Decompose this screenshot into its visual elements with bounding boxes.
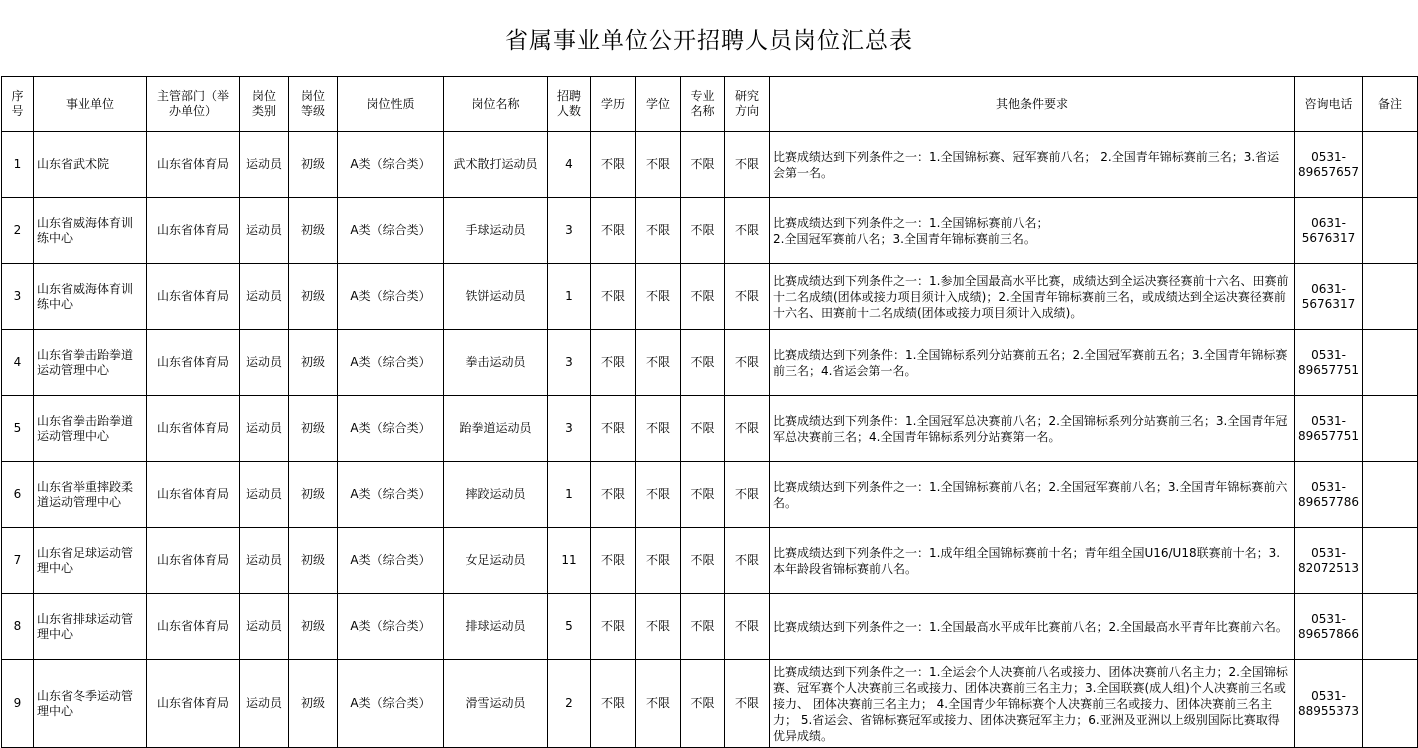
cell-post-name: 手球运动员 bbox=[444, 198, 548, 264]
cell-unit-name: 山东省威海体育训练中心 bbox=[34, 264, 147, 330]
cell-requirements: 比赛成绩达到下列条件之一：1.全国锦标赛前八名； 2.全国冠军赛前八名；3.全国青年锦标赛前三名。 bbox=[770, 198, 1295, 264]
cell-education: 不限 bbox=[591, 594, 636, 660]
cell-post-nature: A类（综合类） bbox=[338, 198, 444, 264]
cell-degree: 不限 bbox=[636, 660, 681, 748]
header-major: 专业名称 bbox=[681, 77, 725, 132]
cell-recruit-count: 3 bbox=[548, 330, 591, 396]
cell-note bbox=[1363, 264, 1418, 330]
cell-degree: 不限 bbox=[636, 132, 681, 198]
cell-research-direction: 不限 bbox=[725, 594, 770, 660]
table-row bbox=[2, 132, 1418, 198]
cell-department: 山东省体育局 bbox=[147, 198, 240, 264]
cell-post-nature: A类（综合类） bbox=[338, 594, 444, 660]
cell-research-direction: 不限 bbox=[725, 330, 770, 396]
cell-post-level: 初级 bbox=[289, 132, 338, 198]
table-row bbox=[2, 198, 1418, 264]
cell-contact-phone: 0631- 5676317 bbox=[1295, 198, 1363, 264]
cell-row-number: 1 bbox=[2, 132, 34, 198]
cell-recruit-count: 3 bbox=[548, 396, 591, 462]
cell-row-number: 6 bbox=[2, 462, 34, 528]
cell-degree: 不限 bbox=[636, 462, 681, 528]
cell-research-direction: 不限 bbox=[725, 462, 770, 528]
cell-row-number: 9 bbox=[2, 660, 34, 748]
cell-post-category: 运动员 bbox=[240, 528, 289, 594]
cell-degree: 不限 bbox=[636, 198, 681, 264]
cell-contact-phone: 0531- 89657786 bbox=[1295, 462, 1363, 528]
cell-major-name: 不限 bbox=[681, 594, 725, 660]
cell-post-level: 初级 bbox=[289, 330, 338, 396]
cell-education: 不限 bbox=[591, 198, 636, 264]
cell-degree: 不限 bbox=[636, 396, 681, 462]
cell-major-name: 不限 bbox=[681, 528, 725, 594]
cell-contact-phone: 0631- 5676317 bbox=[1295, 264, 1363, 330]
cell-unit-name: 山东省拳击跆拳道运动管理中心 bbox=[34, 330, 147, 396]
cell-recruit-count: 3 bbox=[548, 198, 591, 264]
cell-post-nature: A类（综合类） bbox=[338, 132, 444, 198]
cell-research-direction: 不限 bbox=[725, 528, 770, 594]
cell-major-name: 不限 bbox=[681, 462, 725, 528]
cell-contact-phone: 0531- 89657751 bbox=[1295, 396, 1363, 462]
header-category: 岗位类别 bbox=[240, 77, 289, 132]
cell-education: 不限 bbox=[591, 660, 636, 748]
cell-department: 山东省体育局 bbox=[147, 264, 240, 330]
cell-post-level: 初级 bbox=[289, 396, 338, 462]
cell-unit-name: 山东省拳击跆拳道运动管理中心 bbox=[34, 396, 147, 462]
cell-department: 山东省体育局 bbox=[147, 330, 240, 396]
cell-row-number: 7 bbox=[2, 528, 34, 594]
positions-table bbox=[1, 76, 1418, 748]
cell-major-name: 不限 bbox=[681, 198, 725, 264]
cell-recruit-count: 1 bbox=[548, 462, 591, 528]
cell-research-direction: 不限 bbox=[725, 132, 770, 198]
cell-note bbox=[1363, 396, 1418, 462]
header-note: 备注 bbox=[1363, 77, 1418, 132]
cell-unit-name: 山东省足球运动管理中心 bbox=[34, 528, 147, 594]
cell-major-name: 不限 bbox=[681, 330, 725, 396]
cell-degree: 不限 bbox=[636, 330, 681, 396]
cell-department: 山东省体育局 bbox=[147, 132, 240, 198]
table-row bbox=[2, 528, 1418, 594]
cell-post-name: 排球运动员 bbox=[444, 594, 548, 660]
cell-post-name: 摔跤运动员 bbox=[444, 462, 548, 528]
cell-requirements: 比赛成绩达到下列条件：1.全国冠军总决赛前八名；2.全国锦标系列分站赛前三名；3.全国青年冠军总决赛前三名；4.全国青年锦标系列分站赛第一名。 bbox=[770, 396, 1295, 462]
cell-research-direction: 不限 bbox=[725, 660, 770, 748]
table-header-row bbox=[2, 77, 1418, 132]
cell-post-name: 武术散打运动员 bbox=[444, 132, 548, 198]
cell-requirements: 比赛成绩达到下列条件之一：1.全国锦标赛、冠军赛前八名； 2.全国青年锦标赛前三名；3.省运会第一名。 bbox=[770, 132, 1295, 198]
cell-post-level: 初级 bbox=[289, 528, 338, 594]
header-requirements: 其他条件要求 bbox=[770, 77, 1295, 132]
cell-post-level: 初级 bbox=[289, 660, 338, 748]
cell-education: 不限 bbox=[591, 528, 636, 594]
cell-post-name: 滑雪运动员 bbox=[444, 660, 548, 748]
cell-contact-phone: 0531- 89657866 bbox=[1295, 594, 1363, 660]
cell-contact-phone: 0531- 89657657 bbox=[1295, 132, 1363, 198]
cell-note bbox=[1363, 132, 1418, 198]
cell-post-category: 运动员 bbox=[240, 198, 289, 264]
table-row bbox=[2, 660, 1418, 748]
cell-unit-name: 山东省排球运动管理中心 bbox=[34, 594, 147, 660]
cell-recruit-count: 4 bbox=[548, 132, 591, 198]
header-level: 岗位等级 bbox=[289, 77, 338, 132]
cell-requirements: 比赛成绩达到下列条件之一：1.全运会个人决赛前八名或接力、团体决赛前八名主力；2.全国锦标赛、冠军赛个人决赛前三名或接力、团体决赛前三名主力；3.全国联赛(成人组)个人决赛前三名或接力、 团体决赛前三名主力； 4.全国青少年锦标赛个人决赛前三名或接力、团体决赛前三名主力； 5.省运会、省锦标赛冠军或接力、团体决赛冠军主力；6.亚洲及亚洲以上级别国际比赛取得优异成绩。 bbox=[770, 660, 1295, 748]
cell-department: 山东省体育局 bbox=[147, 462, 240, 528]
cell-contact-phone: 0531- 89657751 bbox=[1295, 330, 1363, 396]
cell-research-direction: 不限 bbox=[725, 396, 770, 462]
cell-row-number: 3 bbox=[2, 264, 34, 330]
cell-education: 不限 bbox=[591, 330, 636, 396]
cell-major-name: 不限 bbox=[681, 264, 725, 330]
cell-major-name: 不限 bbox=[681, 396, 725, 462]
cell-post-name: 铁饼运动员 bbox=[444, 264, 548, 330]
cell-row-number: 5 bbox=[2, 396, 34, 462]
cell-degree: 不限 bbox=[636, 528, 681, 594]
header-count: 招聘人数 bbox=[548, 77, 591, 132]
cell-department: 山东省体育局 bbox=[147, 594, 240, 660]
header-unit: 事业单位 bbox=[34, 77, 147, 132]
cell-post-level: 初级 bbox=[289, 594, 338, 660]
cell-post-category: 运动员 bbox=[240, 132, 289, 198]
cell-post-name: 拳击运动员 bbox=[444, 330, 548, 396]
cell-post-nature: A类（综合类） bbox=[338, 396, 444, 462]
cell-major-name: 不限 bbox=[681, 132, 725, 198]
cell-department: 山东省体育局 bbox=[147, 396, 240, 462]
table-row bbox=[2, 396, 1418, 462]
cell-post-level: 初级 bbox=[289, 264, 338, 330]
cell-contact-phone: 0531- 82072513 bbox=[1295, 528, 1363, 594]
cell-department: 山东省体育局 bbox=[147, 528, 240, 594]
cell-row-number: 2 bbox=[2, 198, 34, 264]
cell-post-category: 运动员 bbox=[240, 660, 289, 748]
cell-unit-name: 山东省冬季运动管理中心 bbox=[34, 660, 147, 748]
cell-post-category: 运动员 bbox=[240, 330, 289, 396]
cell-post-category: 运动员 bbox=[240, 462, 289, 528]
cell-post-nature: A类（综合类） bbox=[338, 660, 444, 748]
cell-post-level: 初级 bbox=[289, 462, 338, 528]
header-research: 研究方向 bbox=[725, 77, 770, 132]
page-title: 省属事业单位公开招聘人员岗位汇总表 bbox=[505, 28, 913, 54]
cell-research-direction: 不限 bbox=[725, 198, 770, 264]
header-phone: 咨询电话 bbox=[1295, 77, 1363, 132]
cell-note bbox=[1363, 660, 1418, 748]
table-row bbox=[2, 330, 1418, 396]
cell-post-category: 运动员 bbox=[240, 396, 289, 462]
cell-note bbox=[1363, 594, 1418, 660]
table-row bbox=[2, 594, 1418, 660]
cell-unit-name: 山东省威海体育训练中心 bbox=[34, 198, 147, 264]
cell-post-level: 初级 bbox=[289, 198, 338, 264]
cell-recruit-count: 11 bbox=[548, 528, 591, 594]
cell-post-category: 运动员 bbox=[240, 594, 289, 660]
cell-post-nature: A类（综合类） bbox=[338, 528, 444, 594]
header-degree: 学位 bbox=[636, 77, 681, 132]
cell-department: 山东省体育局 bbox=[147, 660, 240, 748]
cell-requirements: 比赛成绩达到下列条件之一：1.全国最高水平成年比赛前八名；2.全国最高水平青年比赛前六名。 bbox=[770, 594, 1295, 660]
header-education: 学历 bbox=[591, 77, 636, 132]
cell-major-name: 不限 bbox=[681, 660, 725, 748]
cell-post-nature: A类（综合类） bbox=[338, 330, 444, 396]
cell-research-direction: 不限 bbox=[725, 264, 770, 330]
cell-requirements: 比赛成绩达到下列条件之一：1.参加全国最高水平比赛，成绩达到全运决赛径赛前十六名、田赛前十二名成绩(团体或接力项目须计入成绩)；2.全国青年锦标赛前三名，或成绩达到全运决赛径赛前十六名、田赛前十二名成绩(团体或接力项目须计入成绩)。 bbox=[770, 264, 1295, 330]
cell-post-name: 跆拳道运动员 bbox=[444, 396, 548, 462]
cell-recruit-count: 5 bbox=[548, 594, 591, 660]
cell-recruit-count: 2 bbox=[548, 660, 591, 748]
cell-unit-name: 山东省举重摔跤柔道运动管理中心 bbox=[34, 462, 147, 528]
cell-education: 不限 bbox=[591, 462, 636, 528]
cell-requirements: 比赛成绩达到下列条件：1.全国锦标系列分站赛前五名；2.全国冠军赛前五名；3.全国青年锦标赛前三名；4.省运会第一名。 bbox=[770, 330, 1295, 396]
header-post: 岗位名称 bbox=[444, 77, 548, 132]
cell-contact-phone: 0531- 88955373 bbox=[1295, 660, 1363, 748]
cell-unit-name: 山东省武术院 bbox=[34, 132, 147, 198]
cell-education: 不限 bbox=[591, 396, 636, 462]
cell-requirements: 比赛成绩达到下列条件之一：1.成年组全国锦标赛前十名；青年组全国U16/U18联赛前十名；3.本年龄段省锦标赛前八名。 bbox=[770, 528, 1295, 594]
table-row bbox=[2, 264, 1418, 330]
cell-requirements: 比赛成绩达到下列条件之一：1.全国锦标赛前八名；2.全国冠军赛前八名；3.全国青年锦标赛前六名。 bbox=[770, 462, 1295, 528]
table-row bbox=[2, 462, 1418, 528]
cell-post-category: 运动员 bbox=[240, 264, 289, 330]
header-dept: 主管部门（举办单位） bbox=[147, 77, 240, 132]
cell-note bbox=[1363, 528, 1418, 594]
cell-education: 不限 bbox=[591, 132, 636, 198]
cell-degree: 不限 bbox=[636, 594, 681, 660]
cell-row-number: 8 bbox=[2, 594, 34, 660]
cell-row-number: 4 bbox=[2, 330, 34, 396]
cell-post-nature: A类（综合类） bbox=[338, 264, 444, 330]
header-no: 序号 bbox=[2, 77, 34, 132]
cell-recruit-count: 1 bbox=[548, 264, 591, 330]
cell-post-name: 女足运动员 bbox=[444, 528, 548, 594]
cell-note bbox=[1363, 462, 1418, 528]
cell-degree: 不限 bbox=[636, 264, 681, 330]
cell-post-nature: A类（综合类） bbox=[338, 462, 444, 528]
cell-note bbox=[1363, 198, 1418, 264]
cell-education: 不限 bbox=[591, 264, 636, 330]
cell-note bbox=[1363, 330, 1418, 396]
header-nature: 岗位性质 bbox=[338, 77, 444, 132]
